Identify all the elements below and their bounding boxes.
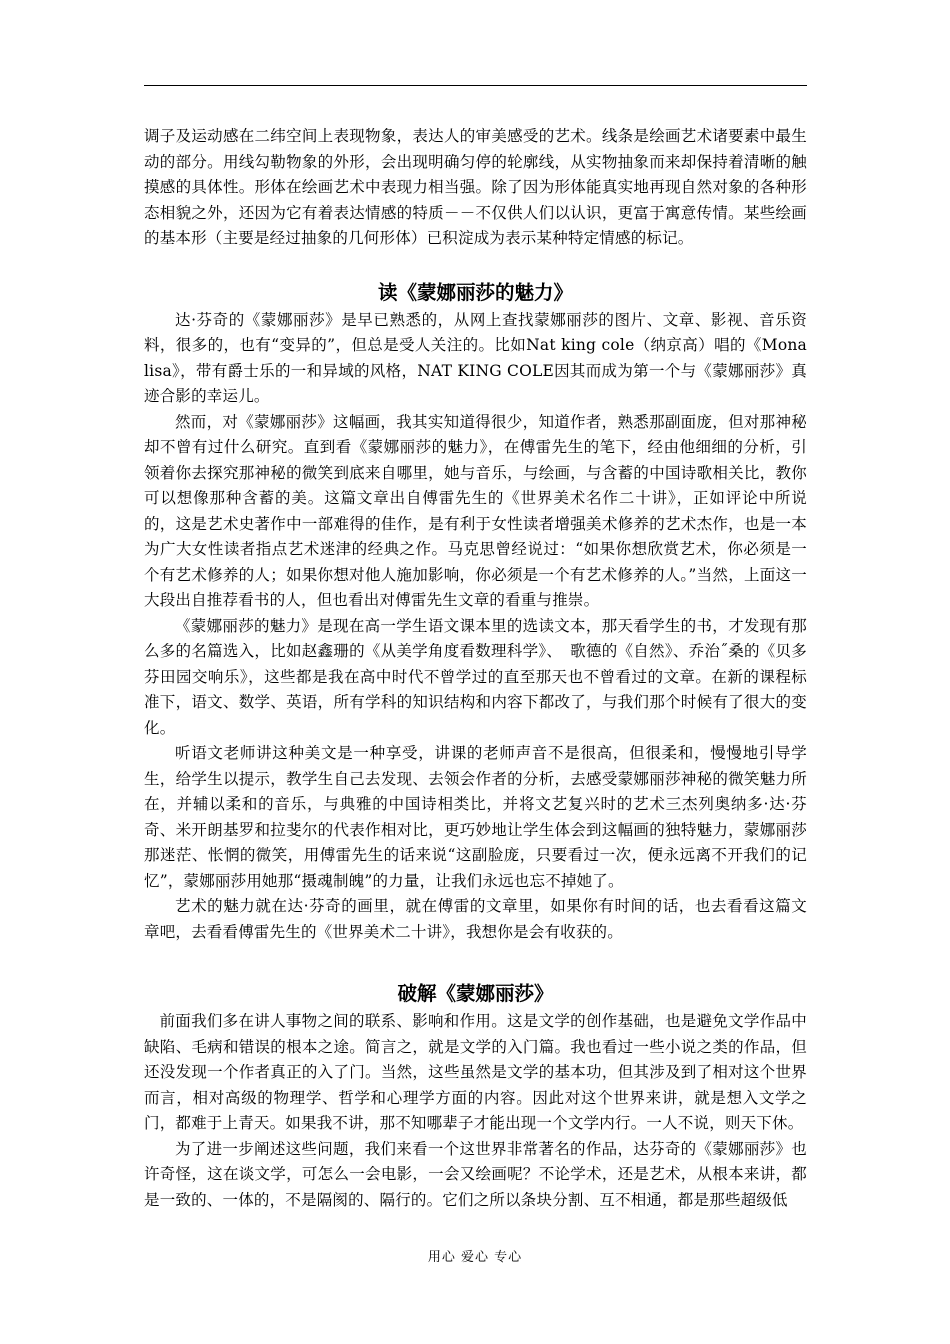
paragraph: 然而，对《蒙娜丽莎》这幅画，我其实知道得很少，知道作者，熟悉那副面庞，但对那神秘却不曾有过什么研究。直到看《蒙娜丽莎的魅力》，在傅雷先生的笔下，经由他细细的分析，引领着你去探究那神秘的微笑到底来自哪里，她与音乐，与绘画，与含蓄的中国诗歌相关比，教你可以想像那种含蓄的美。这篇文章出自傅雷先生的《世界美术名作二十讲》，正如评论中所说的，这是艺术史著作中一部难得的佳作，是有利于女性读者增强美术修养的艺术杰作，也是一本为广大女性读者指点艺术迷津的经典之作。马克思曾经说过：“如果你想欣赏艺术，你必须是一个有艺术修养的人；如果你想对他人施加影响，你必须是一个有艺术修养的人。”当然，上面这一大段出自推荐看书的人，但也看出对傅雷先生文章的看重与推崇。: [144, 412, 807, 609]
page-footer: 用心 爱心 专心: [427, 1250, 523, 1265]
intro-paragraph: 调子及运动感在二纬空间上表现物象，表达人的审美感受的艺术。线条是绘画艺术诸要素中最生动的部分。用线勾勒物象的外形，会出现明确匀停的轮廓线，从实物抽象而来却保持着清晰的触摸感的具体性。形体在绘画艺术中表现力相当强。除了因为形体能真实地再现自然对象的各种形态相貌之外，还因为它有着表达情感的特质－－不仅供人们以认识，更富于寓意传情。某些绘画的基本形（主要是经过抽象的几何形体）已积淀成为表示某种特定情感的标记。: [144, 127, 807, 247]
paragraph: 《蒙娜丽莎的魅力》是现在高一学生语文课本里的选读文本，那天看学生的书，才发现有那么多的名篇选入，比如赵鑫珊的《从美学角度看数理科学》、 歌德的《自然》、乔治˝桑的《贝多芬田园交响乐》，这些都是我在高中时代不曾学过的直至那天也不曾看过的文章。在新的课程标准下，语文、数学、英语，所有学科的知识结构和内容下都改了，与我们那个时候有了很大的变化。: [144, 616, 807, 737]
document-body: [144, 124, 807, 1213]
paragraph: 前面我们多在讲人事物之间的联系、影响和作用。这是文学的创作基础，也是避免文学作品中缺陷、毛病和错误的根本之途。简言之，就是文学的入门篇。我也看过一些小说之类的作品，但还没发现一个作者真正的入了门。当然，这些虽然是文学的基本功，但其涉及到了相对这个世界而言，相对高级的物理学、哲学和心理学方面的内容。因此对这个世界来讲，就是想入文学之门，都难于上青天。如果我不讲，那不知哪辈子才能出现一个文学内行。一人不说，则天下休。: [144, 1012, 807, 1132]
paragraph: 听语文老师讲这种美文是一种享受，讲课的老师声音不是很高，但很柔和，慢慢地引导学生，给学生以提示，教学生自己去发现、去领会作者的分析，去感受蒙娜丽莎神秘的微笑魅力所在，并辅以柔和的音乐，与典雅的中国诗相类比，并将文艺复兴时的艺术三杰列奥纳多·达·芬奇、米开朗基罗和拉斐尔的代表作相对比，更巧妙地让学生体会到这幅画的独特魅力，蒙娜丽莎那迷茫、怅惘的微笑，用傅雷先生的话来说“这副脸庞，只要看过一次，便永远离不开我们的记忆”，蒙娜丽莎用她那“摄魂制魄”的力量，让我们永远也忘不掉她了。: [144, 744, 807, 890]
section-title: 读《蒙娜丽莎的魅力》: [377, 280, 573, 304]
paragraph: 艺术的魅力就在达·芬奇的画里，就在傅雷的文章里，如果你有时间的话，也去看看这篇文章吧，去看看傅雷先生的《世界美术二十讲》，我想你是会有收获的。: [144, 897, 807, 941]
section-title: 破解《蒙娜丽莎》: [397, 982, 554, 1005]
header-rule: [144, 85, 807, 86]
paragraph: 达·芬奇的《蒙娜丽莎》是早已熟悉的，从网上查找蒙娜丽莎的图片、文章、影视、音乐资料，很多的，也有“变异的”，但总是受人关注的。比如Nat king cole（纳京高）唱的《Mona lisa》，带有爵士乐的一和异域的风格，NAT KING COLE因其而成为第一个与《蒙娜丽莎》真迹合影的幸运儿。: [144, 310, 807, 405]
paragraph: 为了进一步阐述这些问题，我们来看一个这世界非常著名的作品，达芬奇的《蒙娜丽莎》也许奇怪，这在谈文学，可怎么一会电影，一会又绘画呢？不论学术，还是艺术，从根本来讲，都是一致的、一体的，不是隔阂的、隔行的。它们之所以条块分割、互不相通，都是那些超级低: [144, 1139, 807, 1209]
